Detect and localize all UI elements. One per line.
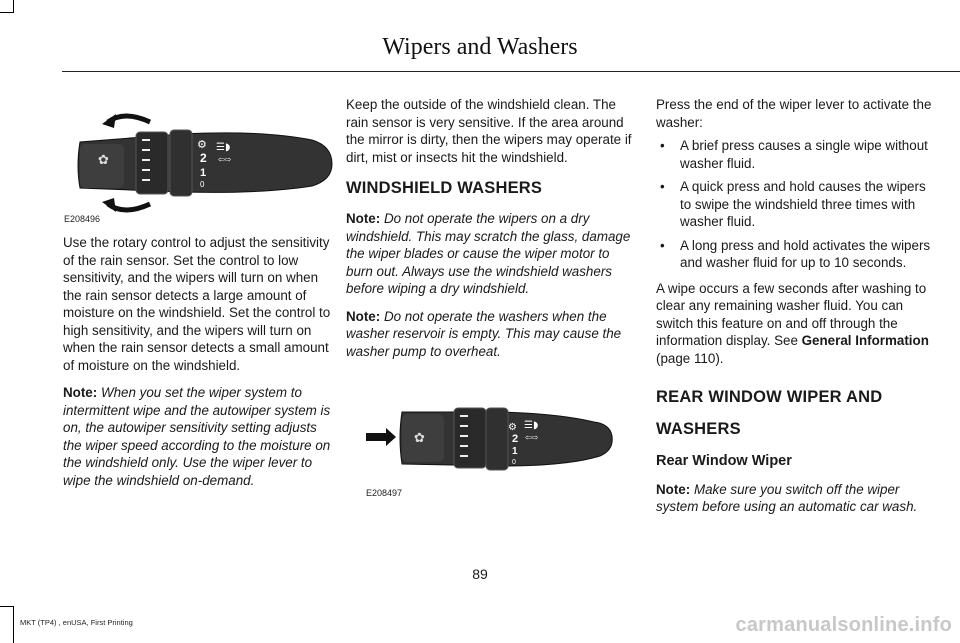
rotate-up-arrowhead-icon [102,114,116,128]
sub-heading-rear-window-wiper: Rear Window Wiper [656,453,792,469]
crop-mark-bottom-left-v [13,606,14,643]
note-text: When you set the wiper system to intermittent wipe and the autowiper system is on, the autowiper sensitivity setting adjusts the wiper speed according to the moisture on the windshield only. Use the wiper lever to wipe the windshield on-demand. [63,385,331,488]
page-title: Wipers and Washers [382,34,578,60]
sensitivity-paragraph: Use the rotary control to adjust the sensitivity of the rain sensor. Set the control to low sensitivity, and the wipers will turn on when the rain sensor detects a large amount of moisture on the windshield. Set the control to high sensitivity, and the wipers will turn on when the rain sensor detects a small amount of moisture on the windshield. [63,235,331,373]
column-1 [63,234,338,499]
header-rule [62,71,960,72]
note-label: Note: [63,385,98,400]
note-empty-reservoir [346,308,632,361]
note-text: Do not operate the washers when the washer reservoir is empty. This may cause the washer pump to overheat. [346,308,622,359]
figure-wiper-lever-press [362,402,618,482]
note-text: Do not operate the wipers on a dry windshield. This may scratch the glass, damage the wiper blades or cause the wiper motor to burn out. Always use the windshield washers before wiping a dry windshield. [346,211,631,296]
speed-label-2: 2 [200,151,207,165]
note-text: Make sure you switch off the wiper system before using an automatic car wash. [656,481,918,514]
washer-symbol: ✿ [414,431,425,446]
note-car-wash [656,481,932,516]
watermark: carmanualsonline.info [735,614,952,636]
washer-spray-icon: ⇦⇨ [218,155,232,164]
section-heading-rear-window [656,385,932,441]
footer-edition: MKT (TP4) , enUSA, First Printing [20,618,133,627]
clean-windshield-paragraph: Keep the outside of the windshield clean. The rain sensor is very sensitive. If the area around the mirror is dirty, then the wipers may operate if dirt, mist or insects hit the windshield. [346,97,632,165]
note-autowiper [63,384,338,489]
heading-line-2: WASHERS [656,420,741,438]
page-reference: (page 110). [656,350,724,366]
note-dry-windshield [346,210,632,298]
auto-wiper-icon: ⚙ [508,422,517,433]
page-number: 89 [472,566,488,582]
rotary-ring-left [454,408,486,468]
column-3 [656,96,932,526]
headlamp-icon: ☰◗ [524,420,539,431]
figure-wiper-lever-rotary [62,100,340,220]
figure-id-2: E208497 [366,488,403,498]
crop-mark-bottom-left [0,606,14,607]
auto-wiper-icon: ⚙ [197,138,207,151]
heading-line-1: REAR WINDOW WIPER AND [656,388,883,406]
speed-label-1: 1 [512,446,518,457]
rotate-down-arrowhead-icon [102,198,116,212]
note-label: Note: [346,211,381,226]
speed-label-2: 2 [512,433,519,445]
press-arrow-icon [366,433,386,441]
wipe-after-wash-paragraph [656,280,932,368]
washer-symbol: ✿ [98,153,109,168]
washer-press-list [656,137,932,272]
crop-mark-top-left [0,12,14,13]
headlamp-icon: ☰◗ [216,142,231,153]
figure-id-1: E208496 [64,214,101,224]
note-label: Note: [346,308,381,324]
list-item: • A quick press and hold causes the wipers to swipe the windshield three times with washer fluid. [656,178,932,231]
speed-label-0: 0 [200,180,205,189]
washer-spray-icon: ⇦⇨ [525,433,539,442]
list-item: • A long press and hold activates the wipers and washer fluid for up to 10 seconds. [656,237,932,272]
crop-mark-top-left-v [13,0,14,13]
speed-label-1: 1 [200,167,207,179]
column-2 [346,96,632,370]
press-arrowhead-icon [386,428,396,446]
general-information-link[interactable]: General Information [801,333,929,348]
list-item: • A brief press causes a single wipe without washer fluid. [656,137,932,172]
washer-intro: Press the end of the wiper lever to activate the washer: [656,97,932,130]
rotary-ring-right [486,408,508,470]
paragraph-text: A wipe occurs a few seconds after washing to clear any remaining washer fluid. You can switch this feature on and off through the information display. See [656,280,927,348]
rotary-ring-right [170,130,192,196]
speed-label-0: 0 [512,459,516,466]
note-label: Note: [656,481,691,497]
section-heading-windshield-washers: WINDSHIELD WASHERS [346,179,543,197]
rotary-ring-left [136,132,168,194]
